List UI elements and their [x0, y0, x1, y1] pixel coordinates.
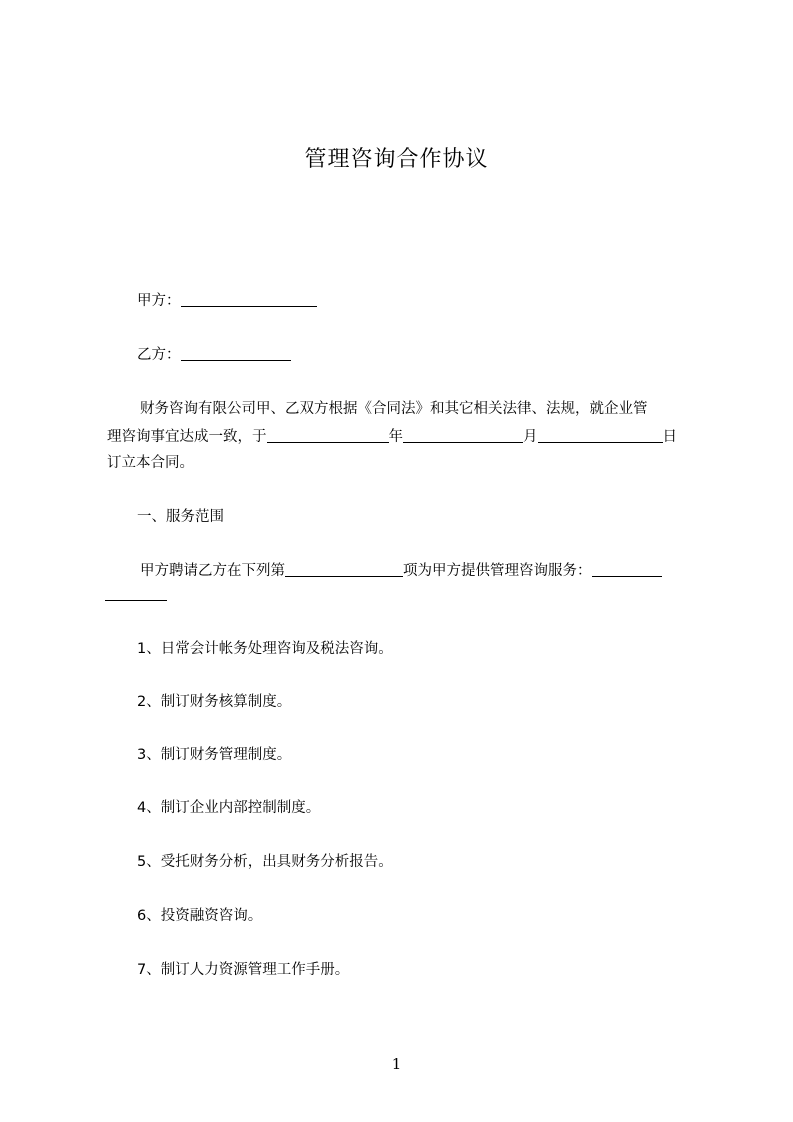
list-item: 7、制订人力资源管理工作手册。: [137, 962, 350, 978]
day-label: 日: [662, 429, 677, 445]
scope-line-2: [105, 584, 167, 605]
list-item: 2、制订财务核算制度。: [137, 694, 292, 710]
year-label: 年: [388, 429, 403, 445]
page-title: 管理咨询合作协议: [304, 147, 489, 172]
page-number: 1: [391, 1055, 402, 1073]
party-a-blank[interactable]: [181, 290, 317, 307]
party-a-label: 甲方：: [137, 293, 181, 309]
scope-text-start: 甲方聘请乙方在下列第: [140, 563, 285, 579]
intro-line-3: 订立本合同。: [107, 455, 194, 471]
section-heading: 一、服务范围: [137, 509, 224, 525]
day-blank[interactable]: [538, 426, 663, 443]
scope-line: [140, 560, 662, 581]
party-b-blank[interactable]: [181, 344, 291, 361]
intro-line-1: 财务咨询有限公司甲、乙双方根据《合同法》和其它相关法律、法规，就企业管: [140, 401, 648, 417]
year-blank[interactable]: [267, 426, 389, 443]
party-b-line: [137, 344, 291, 365]
intro-line-2: [107, 426, 677, 447]
scope-services-blank-continued[interactable]: [105, 584, 167, 601]
scope-text-middle: 项为甲方提供管理咨询服务：: [403, 563, 592, 579]
party-b-label: 乙方：: [137, 347, 181, 363]
month-blank[interactable]: [403, 426, 523, 443]
scope-items-blank[interactable]: [285, 560, 403, 577]
list-item: 6、投资融资咨询。: [137, 908, 263, 924]
intro-line-2-text: 理咨询事宜达成一致，于: [107, 429, 267, 445]
list-item: 4、制订企业内部控制制度。: [137, 800, 321, 816]
month-label: 月: [523, 429, 538, 445]
list-item: 1、日常会计帐务处理咨询及税法咨询。: [137, 641, 393, 657]
party-a-line: [137, 290, 317, 311]
list-item: 3、制订财务管理制度。: [137, 747, 292, 763]
list-item: 5、受托财务分析，出具财务分析报告。: [137, 854, 393, 870]
scope-services-blank[interactable]: [592, 560, 662, 577]
